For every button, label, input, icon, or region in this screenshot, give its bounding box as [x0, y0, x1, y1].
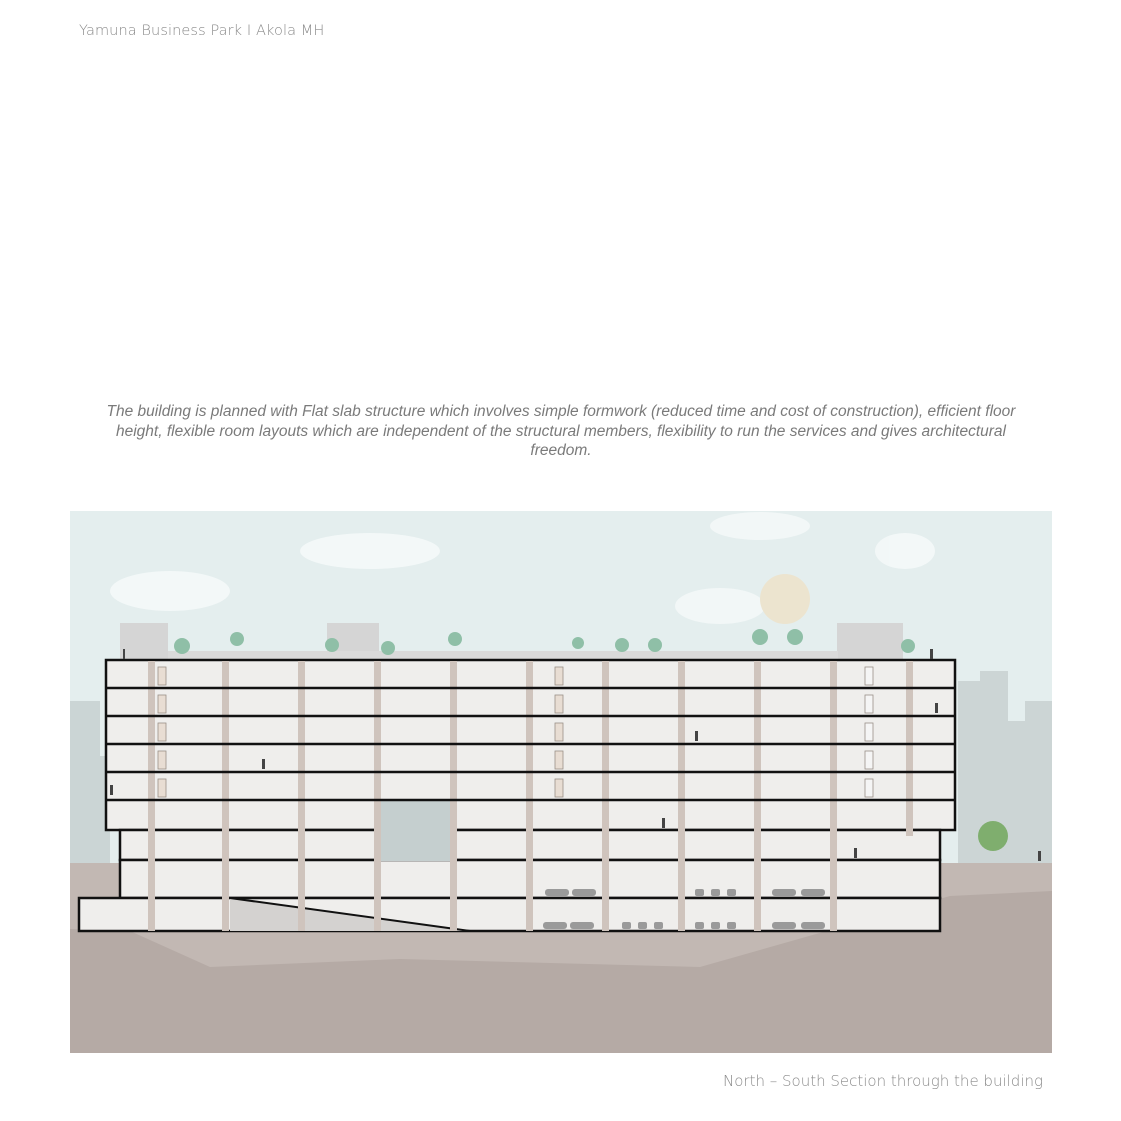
drawing-caption: North – South Section through the building: [723, 1072, 1043, 1090]
page-header-title: Yamuna Business Park I Akola MH: [79, 23, 325, 39]
description-paragraph: The building is planned with Flat slab structure which involves simple formwork (reduced time and cost of construction), efficient floor height, flexible room layouts which are independent of the structural members, flexibility to run the services and gives architectural freedom.: [106, 403, 1016, 459]
building-section-drawing: [70, 511, 1052, 1053]
sun-icon: [760, 574, 810, 624]
